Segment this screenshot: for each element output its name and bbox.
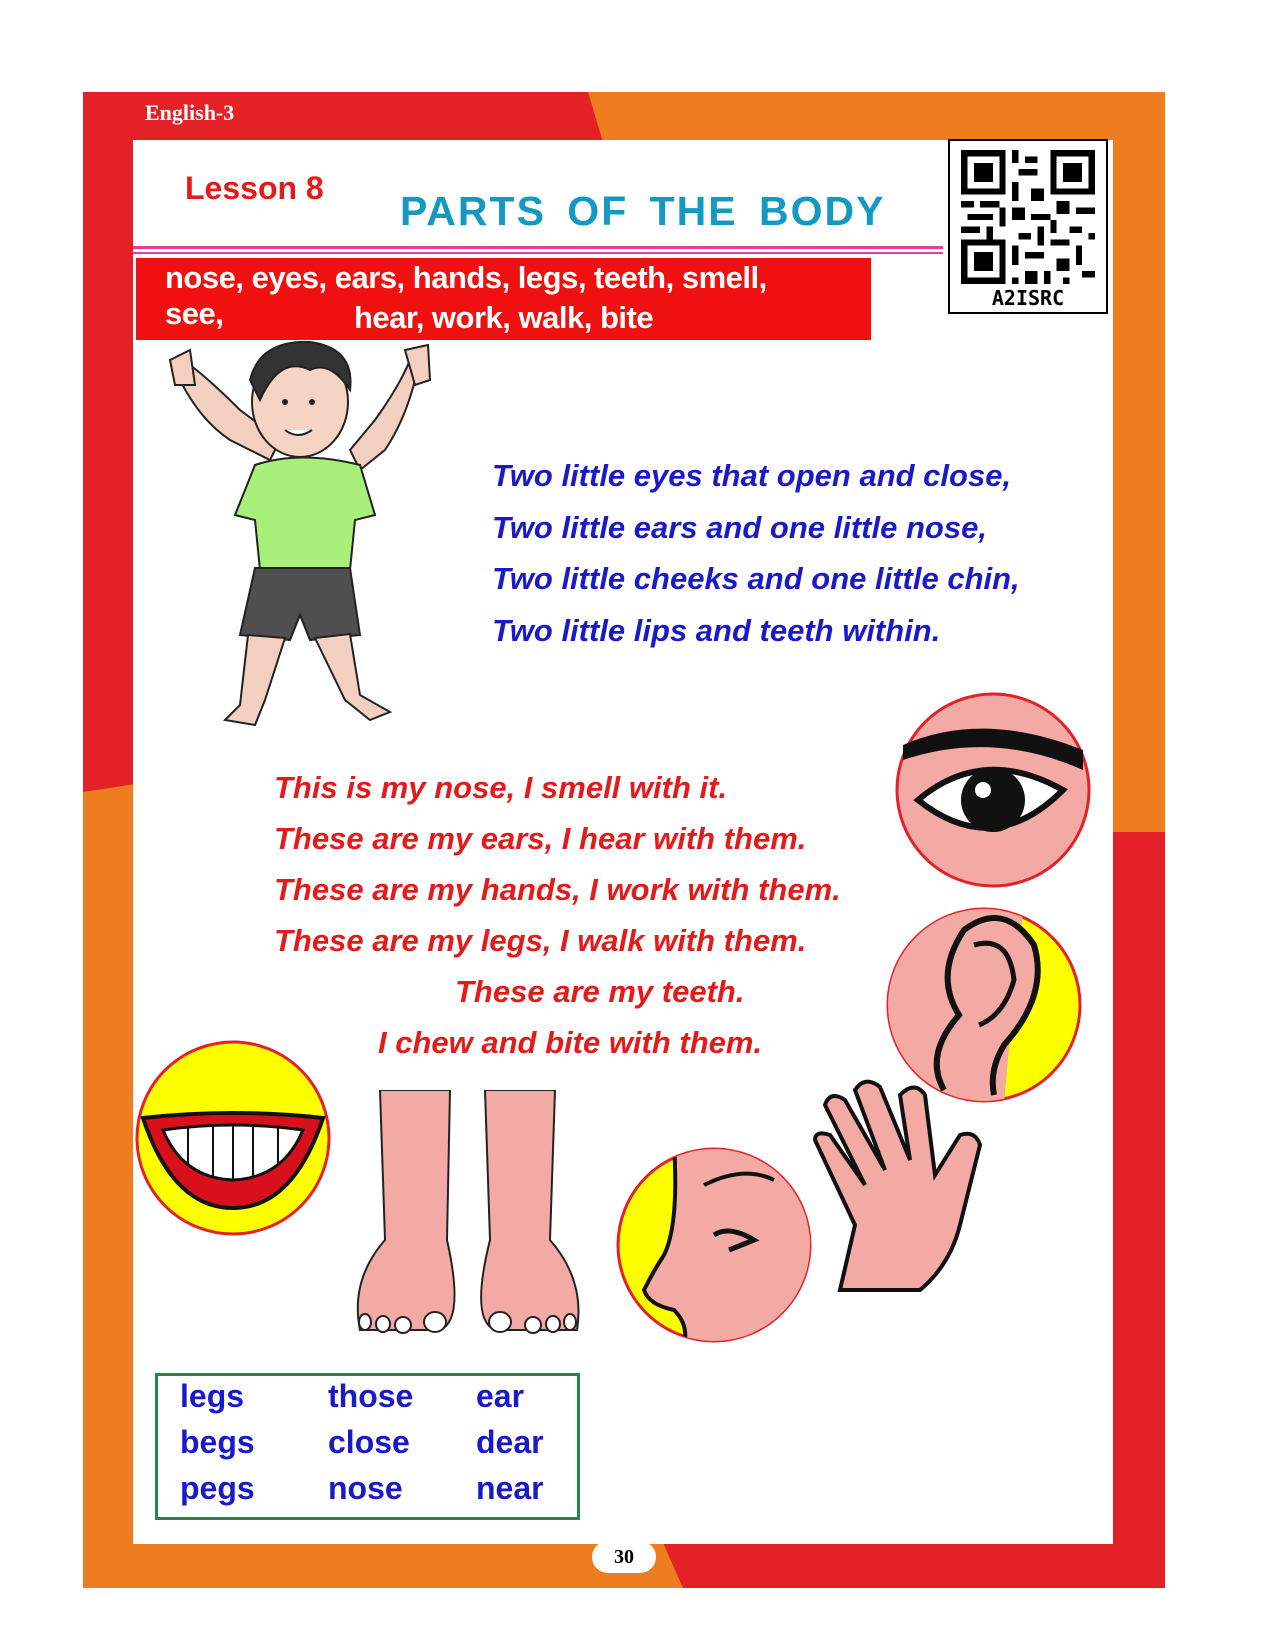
sentence: I chew and bite with them. [378, 1025, 763, 1060]
qr-label: A2ISRC [991, 286, 1065, 310]
sentence: These are my legs, I walk with them. [274, 923, 807, 958]
poem-line: Two little lips and teeth within. [492, 612, 941, 648]
rhyme-word: near [476, 1470, 544, 1506]
sentence: These are my teeth. [455, 974, 745, 1009]
page-number: 30 [592, 1541, 656, 1573]
poem-line: Two little cheeks and one little chin, [492, 561, 1020, 596]
hand-illustration [810, 1075, 1000, 1295]
feet-illustration [355, 1090, 595, 1340]
sentence: These are my ears, I hear with them. [274, 821, 807, 856]
qr-code-icon [959, 150, 1097, 284]
lesson-title: PARTS OF THE BODY [400, 188, 886, 234]
eye-illustration [893, 690, 1093, 890]
rhyme-word: those [328, 1378, 414, 1414]
rhyme-word: dear [476, 1424, 544, 1460]
rhyme-word: nose [328, 1470, 403, 1506]
poem [492, 450, 1020, 656]
rhyme-word: legs [180, 1378, 245, 1414]
qr-code-box[interactable] [948, 139, 1108, 314]
boy-illustration [160, 340, 470, 760]
nose-illustration [614, 1145, 814, 1345]
poem-line: Two little eyes that open and close, [492, 458, 1012, 493]
mouth-illustration [133, 1038, 333, 1238]
lesson-number: Lesson 8 [185, 170, 324, 206]
rhyme-word: close [328, 1424, 410, 1460]
poem-line: Two little ears and one little nose, [492, 509, 987, 545]
sentence: These are my hands, I work with them. [274, 872, 841, 907]
rhyme-word: pegs [180, 1470, 255, 1506]
vocabulary-line: nose, eyes, ears, hands, legs, teeth, smell, see, [165, 260, 767, 331]
rhyme-box [155, 1373, 580, 1520]
rhyme-word: ear [476, 1378, 525, 1414]
sentence: This is my nose, I smell with it. [274, 770, 728, 805]
title-rule [133, 246, 943, 249]
vocabulary-line: hear, work, walk, bite [353, 300, 654, 335]
book-label: English-3 [145, 100, 235, 125]
title-rule [133, 252, 943, 254]
rhyme-word: begs [180, 1424, 255, 1460]
